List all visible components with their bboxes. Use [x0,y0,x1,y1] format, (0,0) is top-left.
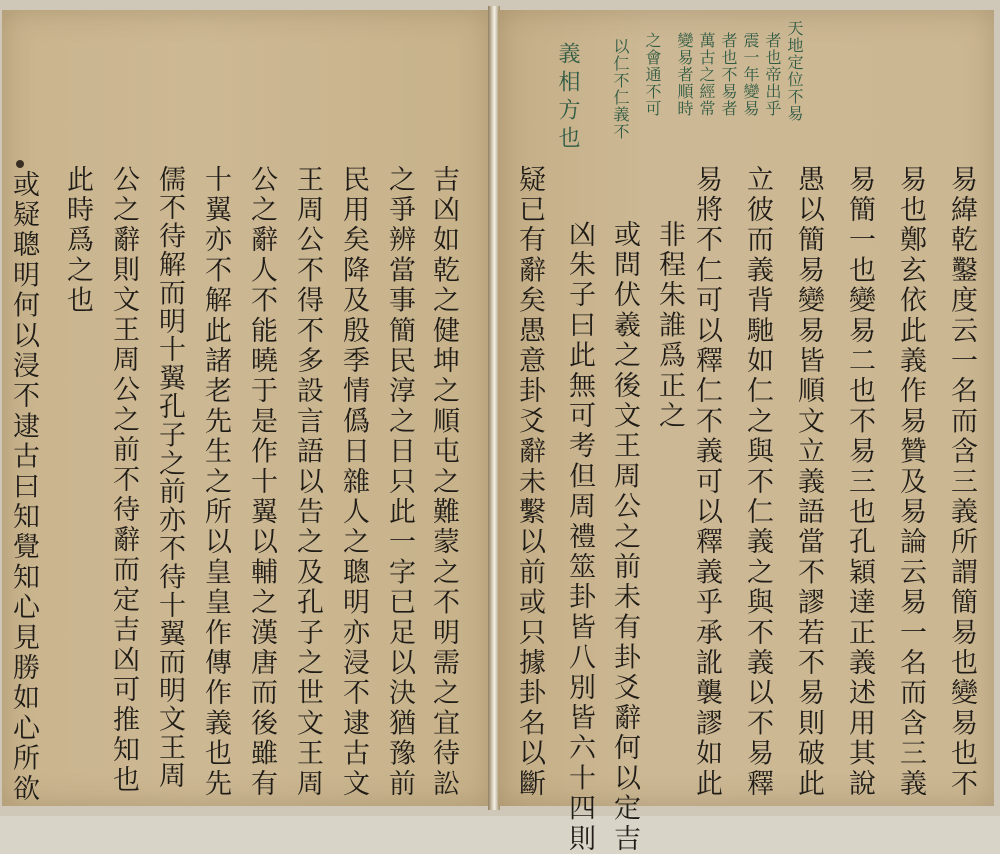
left-column-8: 公之辭則文王周公之前不待辭而定吉凶可推知也 [108,165,139,795]
left-page [2,10,490,806]
left-column-7: 儒不待解而明十翼孔子之前亦不待十翼而明文王周 [154,165,185,790]
right-column-5: 立彼而義背馳如仁之與不仁義之與不義以不易釋 [742,165,773,800]
annotation-column-6: 變易者順時 [675,32,694,117]
annotation-column-8: 以仁不仁義不 [611,38,630,140]
left-column-1: 吉凶如乾之健坤之順屯之難蒙之不明需之宜待訟 [428,165,459,800]
right-page [498,10,994,854]
right-column-7: 非程朱誰爲正之 [654,220,685,432]
margin-dot-mark [16,160,24,168]
right-column-9: 凶朱子曰此無可考但周禮筮卦皆八別皆六十四則 [564,220,595,854]
left-column-9: 此時爲之也 [62,165,93,316]
annotation-column-7: 之會通不可 [643,32,662,117]
right-column-4: 愚以簡易變易皆順文立義語當不謬若不易則破此 [793,165,824,800]
right-column-2: 易也鄭玄依此義作易贊及易論云易一名而含三義 [895,165,926,800]
annotation-column-3: 震一年變易 [741,32,760,117]
left-column-5: 公之辭人不能曉于是作十翼以輔之漢唐而後雖有 [246,165,277,800]
annotation-column-2: 者也帝出乎 [763,32,782,117]
annotation-column-9: 義相方也 [555,42,580,154]
left-column-10: 或疑聰明何以浸不逮古曰知覺知心見勝如心所欲 [8,170,39,805]
annotation-column-1: 天地定位不易 [785,20,804,122]
left-column-6: 十翼亦不解此諸老先生之所以皇皇作傳作義也先 [200,165,231,800]
annotation-column-4: 者也不易者 [719,32,738,117]
right-column-6: 易將不仁可以釋仁不義可以釋義乎承訛襲謬如此 [691,165,722,800]
annotation-column-5: 萬古之經常 [697,32,716,117]
left-column-2: 之爭辨當事簡民淳之日只此一字已足以決猶豫前 [384,165,415,800]
left-column-4: 王周公不得不多設言語以告之及孔子之世文王周 [292,165,323,800]
right-column-1: 易緯乾鑿度云一名而含三義所謂簡易也變易也不 [946,165,977,800]
left-column-3: 民用矣降及殷季情僞日雜人之聰明亦浸不逮古文 [338,165,369,800]
right-column-10: 疑已有辭矣愚意卦爻辭未繫以前或只據卦名以斷 [514,165,545,800]
right-column-3: 易簡一也變易二也不易三也孔穎達正義述用其說 [844,165,875,800]
right-column-8: 或問伏羲之後文王周公之前未有卦爻辭何以定吉 [609,220,640,854]
